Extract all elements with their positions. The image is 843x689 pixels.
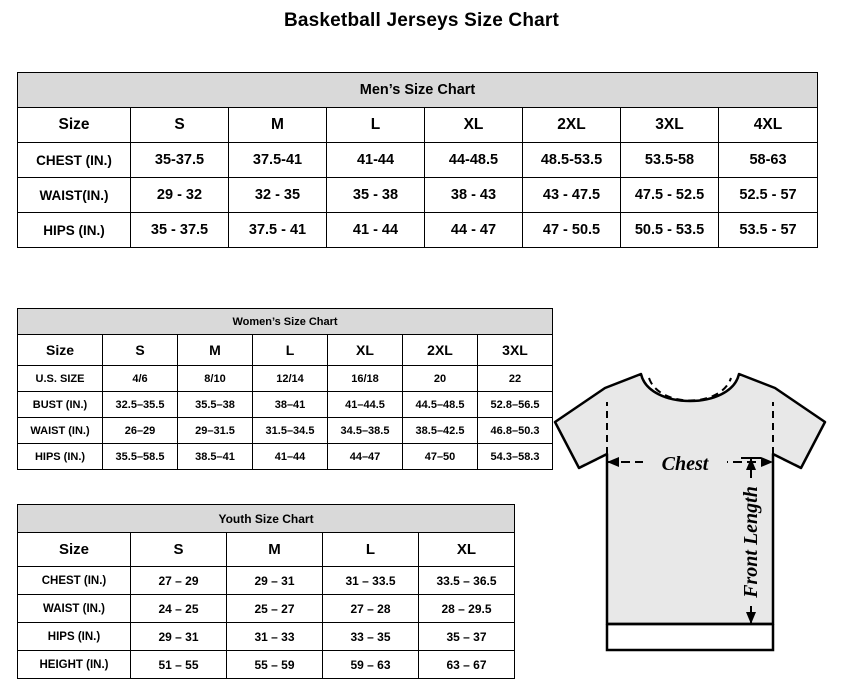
cell: 41–44 [253, 444, 328, 470]
cell: 37.5 - 41 [229, 213, 327, 248]
cell: 8/10 [178, 366, 253, 392]
table-caption-row [18, 309, 553, 335]
cell: 63 – 67 [419, 651, 515, 679]
cell: 22 [478, 366, 553, 392]
col-header-s: S [103, 335, 178, 366]
cell: 35.5–58.5 [103, 444, 178, 470]
col-header-m: M [229, 108, 327, 143]
cell: 37.5-41 [229, 143, 327, 178]
cell: 35 – 37 [419, 623, 515, 651]
cell: 35 - 37.5 [131, 213, 229, 248]
table-row [18, 392, 553, 418]
chest-label: Chest [661, 453, 709, 475]
cell: 51 – 55 [131, 651, 227, 679]
cell: 46.8–50.3 [478, 418, 553, 444]
cell: 47 - 50.5 [523, 213, 621, 248]
cell: 41–44.5 [328, 392, 403, 418]
cell: 32.5–35.5 [103, 392, 178, 418]
row-label: CHEST (IN.) [18, 143, 131, 178]
table-row [18, 143, 818, 178]
cell: 29 – 31 [227, 567, 323, 595]
row-label: HIPS (IN.) [18, 444, 103, 470]
front-length-measure-line [737, 458, 765, 624]
front-length-label: Front Length [740, 486, 762, 598]
table-row [18, 651, 515, 679]
table-header-row [18, 533, 515, 567]
mens-size-chart [17, 72, 818, 248]
row-label: HIPS (IN.) [18, 213, 131, 248]
cell: 35-37.5 [131, 143, 229, 178]
col-header-s: S [131, 108, 229, 143]
col-header-xl: XL [328, 335, 403, 366]
cell: 16/18 [328, 366, 403, 392]
cell: 59 – 63 [323, 651, 419, 679]
table-caption-row [18, 505, 515, 533]
cell: 48.5-53.5 [523, 143, 621, 178]
cell: 35.5–38 [178, 392, 253, 418]
cell: 41 - 44 [327, 213, 425, 248]
cell: 53.5-58 [621, 143, 719, 178]
cell: 24 – 25 [131, 595, 227, 623]
cell: 29 - 32 [131, 178, 229, 213]
youth-caption: Youth Size Chart [18, 505, 515, 533]
cell: 29 – 31 [131, 623, 227, 651]
col-header-3xl: 3XL [478, 335, 553, 366]
cell: 47.5 - 52.5 [621, 178, 719, 213]
cell: 31.5–34.5 [253, 418, 328, 444]
row-label: WAIST (IN.) [18, 418, 103, 444]
cell: 50.5 - 53.5 [621, 213, 719, 248]
cell: 47–50 [403, 444, 478, 470]
col-header-2xl: 2XL [523, 108, 621, 143]
table-row [18, 418, 553, 444]
row-label: HIPS (IN.) [18, 623, 131, 651]
cell: 38 - 43 [425, 178, 523, 213]
col-header-2xl: 2XL [403, 335, 478, 366]
cell: 33.5 – 36.5 [419, 567, 515, 595]
table-caption-row [18, 73, 818, 108]
col-header-xl: XL [419, 533, 515, 567]
row-label: HEIGHT (IN.) [18, 651, 131, 679]
cell: 52.8–56.5 [478, 392, 553, 418]
mens-size-table [17, 72, 818, 248]
col-header-size: Size [18, 335, 103, 366]
cell: 20 [403, 366, 478, 392]
jersey-measurement-diagram [545, 362, 833, 674]
womens-size-chart [17, 308, 553, 470]
cell: 41-44 [327, 143, 425, 178]
table-row [18, 366, 553, 392]
cell: 44–47 [328, 444, 403, 470]
table-header-row [18, 335, 553, 366]
jersey-shape [555, 374, 825, 624]
womens-size-table [17, 308, 553, 470]
cell: 38.5–42.5 [403, 418, 478, 444]
cell: 38.5–41 [178, 444, 253, 470]
row-label: WAIST(IN.) [18, 178, 131, 213]
table-row [18, 567, 515, 595]
row-label: U.S. SIZE [18, 366, 103, 392]
row-label: BUST (IN.) [18, 392, 103, 418]
table-header-row [18, 108, 818, 143]
cell: 53.5 - 57 [719, 213, 818, 248]
col-header-size: Size [18, 533, 131, 567]
table-row [18, 623, 515, 651]
cell: 32 - 35 [229, 178, 327, 213]
cell: 44.5–48.5 [403, 392, 478, 418]
cell: 58-63 [719, 143, 818, 178]
cell: 44-48.5 [425, 143, 523, 178]
youth-size-table [17, 504, 515, 679]
cell: 28 – 29.5 [419, 595, 515, 623]
cell: 35 - 38 [327, 178, 425, 213]
col-header-size: Size [18, 108, 131, 143]
row-label: WAIST (IN.) [18, 595, 131, 623]
cell: 26–29 [103, 418, 178, 444]
col-header-3xl: 3XL [621, 108, 719, 143]
cell: 44 - 47 [425, 213, 523, 248]
cell: 52.5 - 57 [719, 178, 818, 213]
youth-size-chart [17, 504, 515, 679]
col-header-xl: XL [425, 108, 523, 143]
table-row [18, 178, 818, 213]
table-row [18, 595, 515, 623]
cell: 27 – 28 [323, 595, 419, 623]
col-header-l: L [253, 335, 328, 366]
cell: 12/14 [253, 366, 328, 392]
table-row [18, 213, 818, 248]
page-title: Basketball Jerseys Size Chart [283, 10, 560, 31]
cell: 54.3–58.3 [478, 444, 553, 470]
cell: 4/6 [103, 366, 178, 392]
cell: 55 – 59 [227, 651, 323, 679]
womens-caption: Women’s Size Chart [18, 309, 553, 335]
col-header-4xl: 4XL [719, 108, 818, 143]
col-header-l: L [327, 108, 425, 143]
cell: 38–41 [253, 392, 328, 418]
mens-caption: Men’s Size Chart [18, 73, 818, 108]
col-header-m: M [178, 335, 253, 366]
col-header-m: M [227, 533, 323, 567]
cell: 43 - 47.5 [523, 178, 621, 213]
cell: 25 – 27 [227, 595, 323, 623]
cell: 31 – 33.5 [323, 567, 419, 595]
row-label: CHEST (IN.) [18, 567, 131, 595]
cell: 27 – 29 [131, 567, 227, 595]
table-row [18, 444, 553, 470]
cell: 33 – 35 [323, 623, 419, 651]
col-header-s: S [131, 533, 227, 567]
cell: 29–31.5 [178, 418, 253, 444]
col-header-l: L [323, 533, 419, 567]
cell: 34.5–38.5 [328, 418, 403, 444]
cell: 31 – 33 [227, 623, 323, 651]
